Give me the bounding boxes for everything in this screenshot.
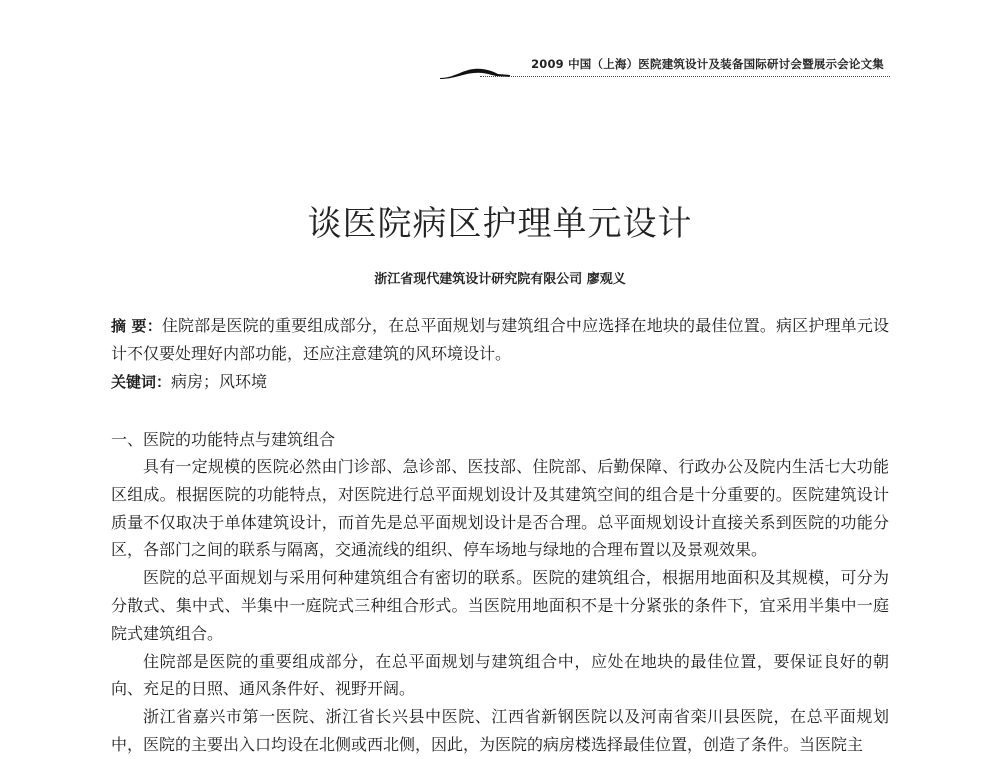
swoosh-ornament-icon xyxy=(440,66,510,80)
body-paragraph: 具有一定规模的医院必然由门诊部、急诊部、医技部、住院部、后勤保障、行政办公及院内生活七大功能区组成。根据医院的功能特点，对医院进行总平面规划设计及其建筑空间的组合是十分重要的。医院建筑设计质量不仅取决于单体建筑设计，而首先是总平面规划设计是否合理。总平面规划设计直接关系到医院的功能分区，各部门之间的联系与隔离，交通流线的组织、停车场地与绿地的合理布置以及景观效果。 xyxy=(111,457,889,560)
section-heading: 一、医院的功能特点与建筑组合 xyxy=(111,430,336,449)
header-divider xyxy=(480,76,890,77)
author-affiliation: 浙江省现代建筑设计研究院有限公司 廖观义 xyxy=(374,272,626,287)
abstract-label: 摘 要： xyxy=(111,317,162,335)
keywords-label: 关键词： xyxy=(111,373,172,391)
body-paragraph: 浙江省嘉兴市第一医院、浙江省长兴县中医院、江西省新钢医院以及河南省栾川县医院，在总平面规划中，医院的主要出入口均设在北侧或西北侧，因此，为医院的病房楼选择最佳位置，创造了条件。当医院主 xyxy=(111,707,889,754)
abstract-text: 住院部是医院的重要组成部分，在总平面规划与建筑组合中应选择在地块的最佳位置。病区护理单元设计不仅要处理好内部功能，还应注意建筑的风环境设计。 xyxy=(111,316,889,363)
keywords xyxy=(111,368,889,396)
abstract xyxy=(111,312,889,367)
section-body xyxy=(111,453,889,759)
keywords-text: 病房；风环境 xyxy=(171,372,268,391)
body-paragraph: 医院的总平面规划与采用何种建筑组合有密切的联系。医院的建筑组合，根据用地面积及其规模，可分为分散式、集中式、半集中一庭院式三种组合形式。当医院用地面积不是十分紧张的条件下，宜采用半集中一庭院式建筑组合。 xyxy=(111,568,889,643)
article-title: 谈医院病区护理单元设计 xyxy=(307,204,693,244)
running-header xyxy=(440,52,890,82)
body-paragraph: 住院部是医院的重要组成部分，在总平面规划与建筑组合中，应处在地块的最佳位置，要保证良好的朝向、充足的日照、通风条件好、视野开阔。 xyxy=(111,651,889,699)
running-header-title: 2009 中国（上海）医院建筑设计及装备国际研讨会暨展示会论文集 xyxy=(531,57,884,71)
